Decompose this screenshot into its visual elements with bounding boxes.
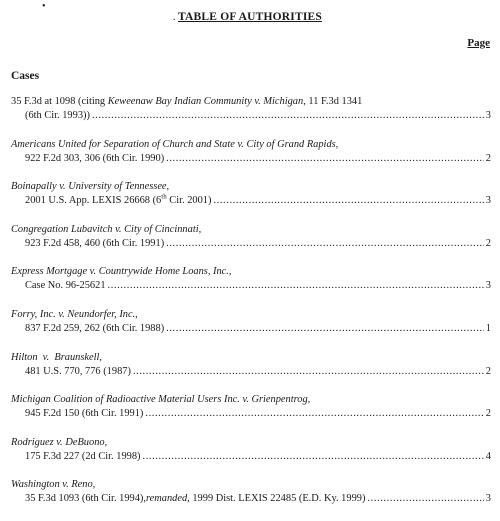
case-name: Forry, Inc. v. Neundorfer, Inc., xyxy=(11,308,138,320)
page-number: 2 xyxy=(485,237,491,249)
citation: 923 F.2d 458, 460 (6th Cir. 1991) xyxy=(25,237,165,249)
dot-leader xyxy=(143,450,484,464)
authority-entry xyxy=(11,223,491,251)
page-number: 4 xyxy=(485,450,491,462)
dot-leader xyxy=(145,407,483,421)
case-name: Congregation Lubavitch v. City of Cincinnati, xyxy=(11,223,202,235)
authority-entry xyxy=(11,308,491,336)
page-number: 2 xyxy=(485,152,491,164)
case-name: Rodriguez v. DeBuono, xyxy=(11,436,108,448)
authority-entry xyxy=(11,351,491,379)
authority-entry xyxy=(11,138,491,166)
citation: 837 F.2d 259, 262 (6th Cir. 1988) xyxy=(25,322,165,334)
dot-leader xyxy=(133,365,484,379)
authority-entry xyxy=(11,95,491,123)
case-name: Michigan Coalition of Radioactive Material Users Inc. v. Grienpentrog, xyxy=(11,394,311,406)
page-title: TABLE OF AUTHORITIES xyxy=(178,11,322,23)
citation: 922 F.2d 303, 306 (6th Cir. 1990) xyxy=(25,152,165,164)
case-name: Washington v. Reno, xyxy=(11,479,96,491)
case-name: Americans United for Separation of Church and State v. City of Grand Rapids, xyxy=(11,138,339,150)
page-number: 3 xyxy=(485,195,491,207)
page-number: 2 xyxy=(485,365,491,377)
citation: 35 F.3d 1093 (6th Cir. 1994),remanded, 1999 Dist. LEXIS 22485 (E.D. Ky. 1999) xyxy=(25,493,366,505)
dot-leader xyxy=(213,194,483,208)
citation: 945 F.2d 150 (6th Cir. 1991) xyxy=(25,408,144,420)
scan-speck: . xyxy=(173,12,176,23)
dot-leader xyxy=(92,109,484,123)
authority-entry xyxy=(11,478,491,506)
authority-entry xyxy=(11,265,491,293)
citation: 481 U.S. 770, 776 (1987) xyxy=(25,365,131,377)
section-heading: Cases xyxy=(11,70,40,82)
page-number: 3 xyxy=(485,493,491,505)
page-number: 3 xyxy=(485,280,491,292)
case-name-line: 35 F.3d at 1098 (citing Keweenaw Bay Indian Community v. Michigan, 11 F.3d 1341 xyxy=(11,96,363,107)
citation: 2001 U.S. App. LEXIS 26668 (6th Cir. 2001) xyxy=(25,192,212,207)
citation: (6th Cir. 1993)) xyxy=(25,110,90,121)
dot-leader xyxy=(166,322,484,336)
page-column-label: Page xyxy=(467,37,490,49)
case-name: Keweenaw Bay Indian Community v. Michigan xyxy=(107,96,304,107)
authorities-list xyxy=(11,95,491,521)
authority-entry xyxy=(11,180,491,208)
case-name: Boinapally v. University of Tennessee, xyxy=(11,181,170,193)
scan-speck: • xyxy=(42,1,46,12)
dot-leader xyxy=(108,279,484,293)
authority-entry xyxy=(11,436,491,464)
authority-entry xyxy=(11,393,491,421)
case-name: Express Mortgage v. Countrywide Home Loans, Inc., xyxy=(11,266,232,278)
dot-leader xyxy=(166,237,484,251)
page-number: 2 xyxy=(485,408,491,420)
dot-leader xyxy=(166,152,484,166)
dot-leader xyxy=(367,492,483,506)
page-number: 3 xyxy=(485,110,491,121)
case-name: Hilton v. Braunskell, xyxy=(11,351,102,363)
citation: 175 F.3d 227 (2d Cir. 1998) xyxy=(25,450,141,462)
citation: Case No. 96-25621 xyxy=(25,280,106,292)
page-number: 1 xyxy=(485,322,491,334)
